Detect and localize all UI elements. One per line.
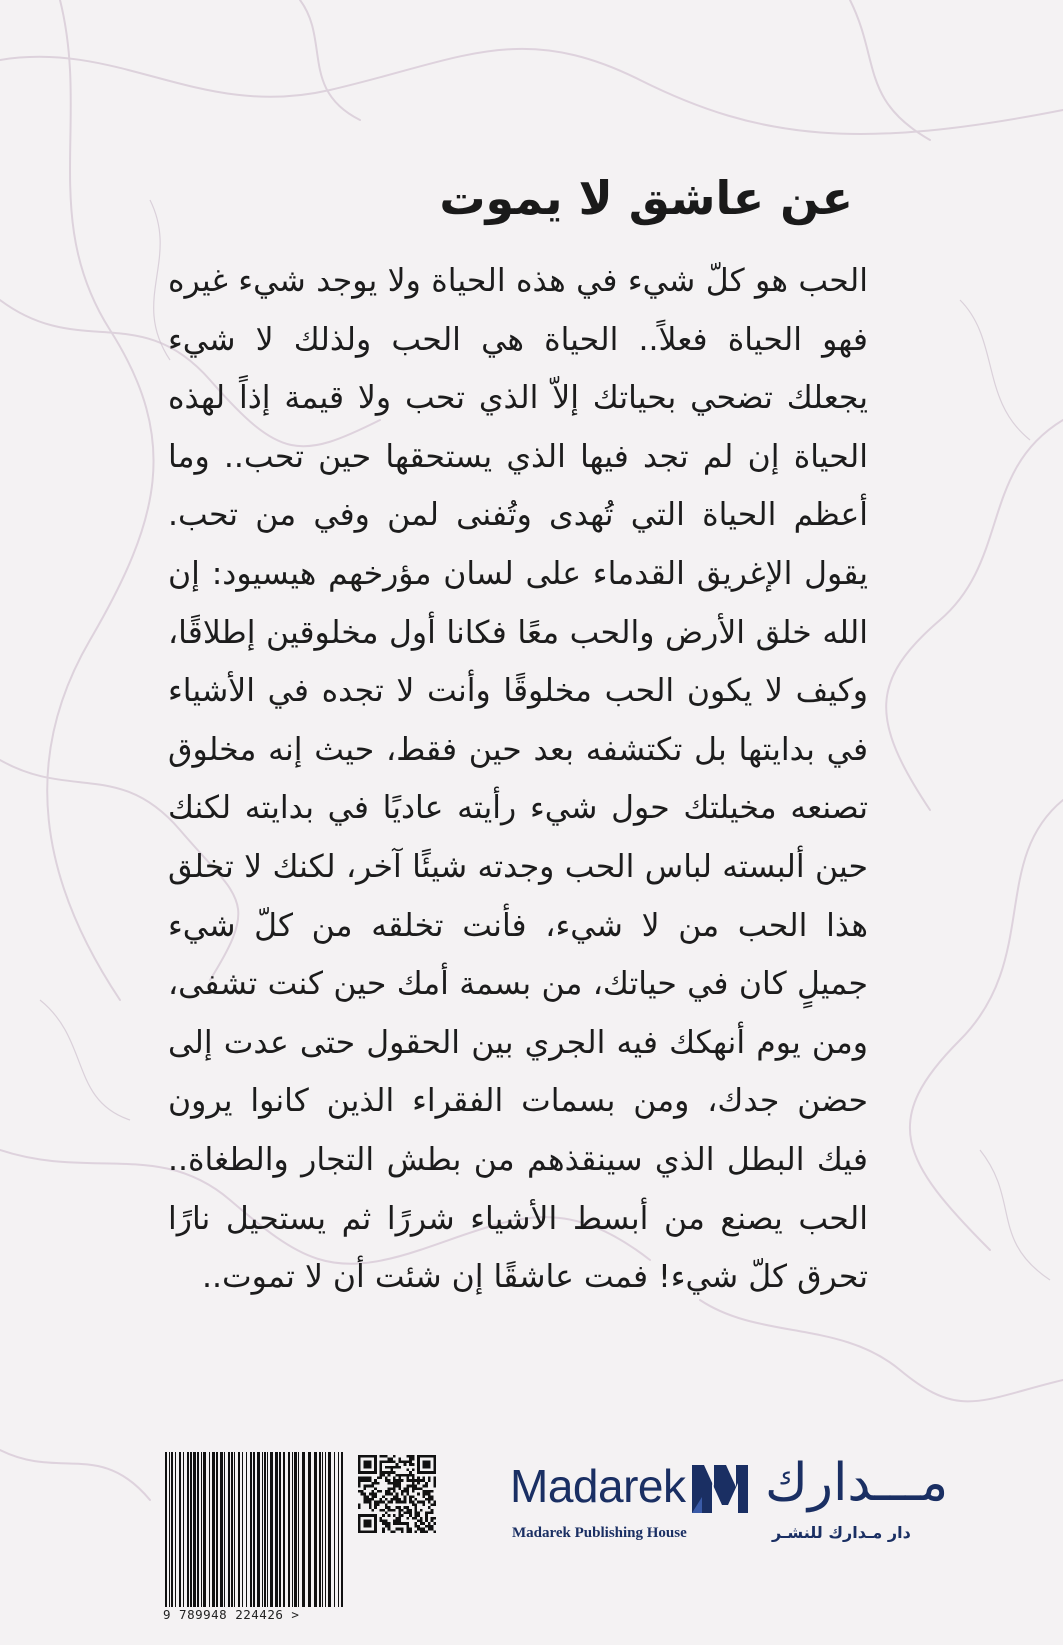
barcode-bars	[163, 1452, 348, 1607]
madarek-m-logo-icon	[688, 1457, 758, 1517]
page-title: عن عاشق لا يموت	[439, 171, 853, 225]
qr-code-icon	[358, 1455, 436, 1533]
publisher-subtitle-ar: دار مـدارك للنشـر	[772, 1523, 911, 1542]
body-text: الحب هو كلّ شيء في هذه الحياة ولا يوجد شيء غيره فهو الحياة فعلاً.. الحياة هي الحب ولذلك لا شيء يجعلك تضحي بحياتك إلاّ الذي تحب ولا قيمة إذاً لهذه الحياة إن لم تجد فيها الذي يستحقها حين تحب.. وما أعظم الحياة التي تُهدى وتُفنى لمن وفي من تحب. يقول الإغريق القدماء على لسان مؤرخهم هيسيود: إن الله خلق الأرض والحب معًا فكانا أول مخلوقين إطلاقًا، وكيف لا يكون الحب مخلوقًا وأنت لا تجده في الأشياء في بدايتها بل تكتشفه بعد حين فقط، حيث إنه مخلوق تصنعه مخيلتك حول شيء رأيته عاديًا في بدايته لكنك حين ألبسته لباس الحب وجدته شيئًا آخر، لكنك لا تخلق هذا الحب من لا شيء، فأنت تخلقه من كلّ شيء جميلٍ كان في حياتك، من بسمة أمك حين كنت تشفى، ومن يوم أنهكك فيه الجري بين الحقول حتى عدت إلى حضن جدك، ومن بسمات الفقراء الذين كانوا يرون فيك البطل الذي سينقذهم من بطش التجار والطغاة.. الحب يصنع من أبسط الأشياء شررًا ثم يستحيل نارًا تحرق كلّ شيء! فمت عاشقًا إن شئت أن لا تموت..	[168, 263, 868, 1296]
publisher-name-latin: Madarek	[510, 1460, 686, 1512]
barcode	[163, 1452, 348, 1627]
publisher-name-arabic: مـــدارك	[765, 1453, 949, 1513]
isbn-number: 9 789948 224426 >	[163, 1607, 300, 1622]
publisher-subtitle-en: Madarek Publishing House	[512, 1525, 687, 1541]
publisher-logo	[510, 1455, 970, 1575]
